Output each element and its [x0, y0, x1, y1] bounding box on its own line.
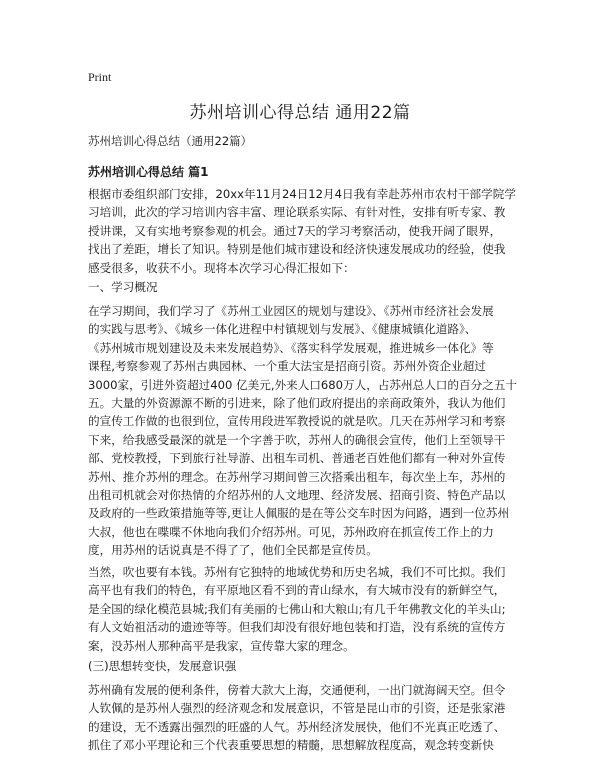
- text-line: 《苏州城市规划建设及未来发展趋势》、《落实科学发展观，推进城乡一体化》等: [88, 340, 494, 355]
- paragraph-study-content: [88, 302, 517, 560]
- text-line: 五。大量的外资源源不断的引进来，除了他们政府提出的亲商政策外，我认为他们: [88, 396, 506, 411]
- paragraph-local-features: [88, 563, 513, 655]
- text-line: 课程,考察参观了苏州古典园林、一个重大法宝是招商引资。苏州外资企业超过: [88, 359, 486, 374]
- text-line: 及政府的一些政策措施等等,更让人佩服的是在等公交车时因为问路，遇到一位苏州: [88, 506, 510, 521]
- text-line: 根据市委组织部门安排，20xx年11月24日12月4日我有幸赴苏州市农村干部学院学: [88, 187, 516, 201]
- heading-study-overview: 一、学习概况: [88, 280, 158, 294]
- text-line: 授讲课，又有实地考察参观的机会。通过7天的学习考察活动，使我开阔了眼界，: [88, 223, 502, 238]
- text-line: 苏州、推介苏州的理念。在苏州学习期间曾三次搭乘出租车，每次坐上车，苏州的: [88, 469, 506, 484]
- print-link[interactable]: Print: [88, 70, 112, 84]
- text-line: 的宣传工作做的也很到位，宣传用段进军教授说的就是吹。几天在苏州学习和考察: [88, 414, 506, 429]
- text-line: 习培训，此次的学习培训内容丰富、理论联系实际、有针对性，安排有听专家、教: [88, 205, 506, 220]
- text-line: 在学习期间，我们学习了《苏州工业园区的规划与建设》、《苏州市经济社会发展: [88, 304, 494, 318]
- text-line: 有人文始祖活动的遗迹等等。但我们却没有很好地包装和打造，没有系统的宣传方: [88, 620, 506, 635]
- text-line: 度，用苏州的话说真是不得了了，他们全民都是宣传员。: [88, 543, 378, 558]
- text-line: 苏州确有发展的便利条件，傍着大款大上海，交通便利，一出门就海阔天空。但令: [88, 683, 506, 697]
- text-line: 的实践与思考》、《城乡一体化进程中村镇规划与发展》、《健康城镇化道路》、: [88, 322, 477, 337]
- text-line: 的建设，无不透露出强烈的旺盛的人气。苏州经济发展快，他们不光真正吃透了、: [88, 719, 506, 734]
- text-line: 感受很多，收获不小。现将本次学习心得汇报如下：: [88, 260, 355, 275]
- section-heading: 苏州培训心得总结 篇1: [88, 165, 209, 179]
- text-line: 下来，给我感受最深的就是一个字善于吹，苏州人的确很会宣传，他们上至领导干: [88, 432, 506, 447]
- text-line: 3000家，引进外资超过400 亿美元,外来人口680万人，占苏州总人口的百分之五十: [88, 377, 517, 392]
- text-line: 高平也有我们的特色，有平原地区看不到的青山绿水，有大城市没有的新鲜空气，: [88, 583, 506, 598]
- text-line: 出租司机就会对你热情的介绍苏州的人文地理、经济发展、招商引资、特色产品以: [88, 488, 506, 503]
- text-line: 人钦佩的是苏州人强烈的经济观念和发展意识，不管是昆山市的引资，还是张家港: [88, 701, 506, 716]
- document-subtitle: 苏州培训心得总结（通用22篇）: [88, 134, 253, 148]
- heading-mindset: (三)思想转变快，发展意识强: [88, 659, 237, 673]
- text-line: 案，没苏州人那种高平是我家，宣传靠大家的理念。: [88, 638, 355, 653]
- paragraph-development: [88, 681, 513, 755]
- paragraph-intro: [88, 185, 516, 277]
- text-line: 抓住了邓小平理论和三个代表重要思想的精髓，思想解放程度高，观念转变新快: [88, 738, 494, 753]
- text-line: 是全国的绿化模范县城;我们有美丽的七佛山和大粮山;有几千年佛教文化的羊头山;: [88, 601, 506, 616]
- text-line: 大叔，他也在喋喋不休地向我们介绍苏州。可见，苏州政府在抓宣传工作上的力: [88, 524, 494, 539]
- text-line: 部、党校教授，下到旅行社导游、出租车司机、普通老百姓他们都有一种对外宣传: [88, 451, 506, 466]
- text-line: 当然，吹也要有本钱。苏州有它独特的地域优势和历史名城，我们不可比拟。我们: [88, 565, 506, 579]
- page-title: 苏州培训心得总结 通用22篇: [189, 103, 411, 123]
- text-line: 找出了差距，增长了知识。特别是他们城市建设和经济快速发展成功的经验，使我: [88, 242, 506, 257]
